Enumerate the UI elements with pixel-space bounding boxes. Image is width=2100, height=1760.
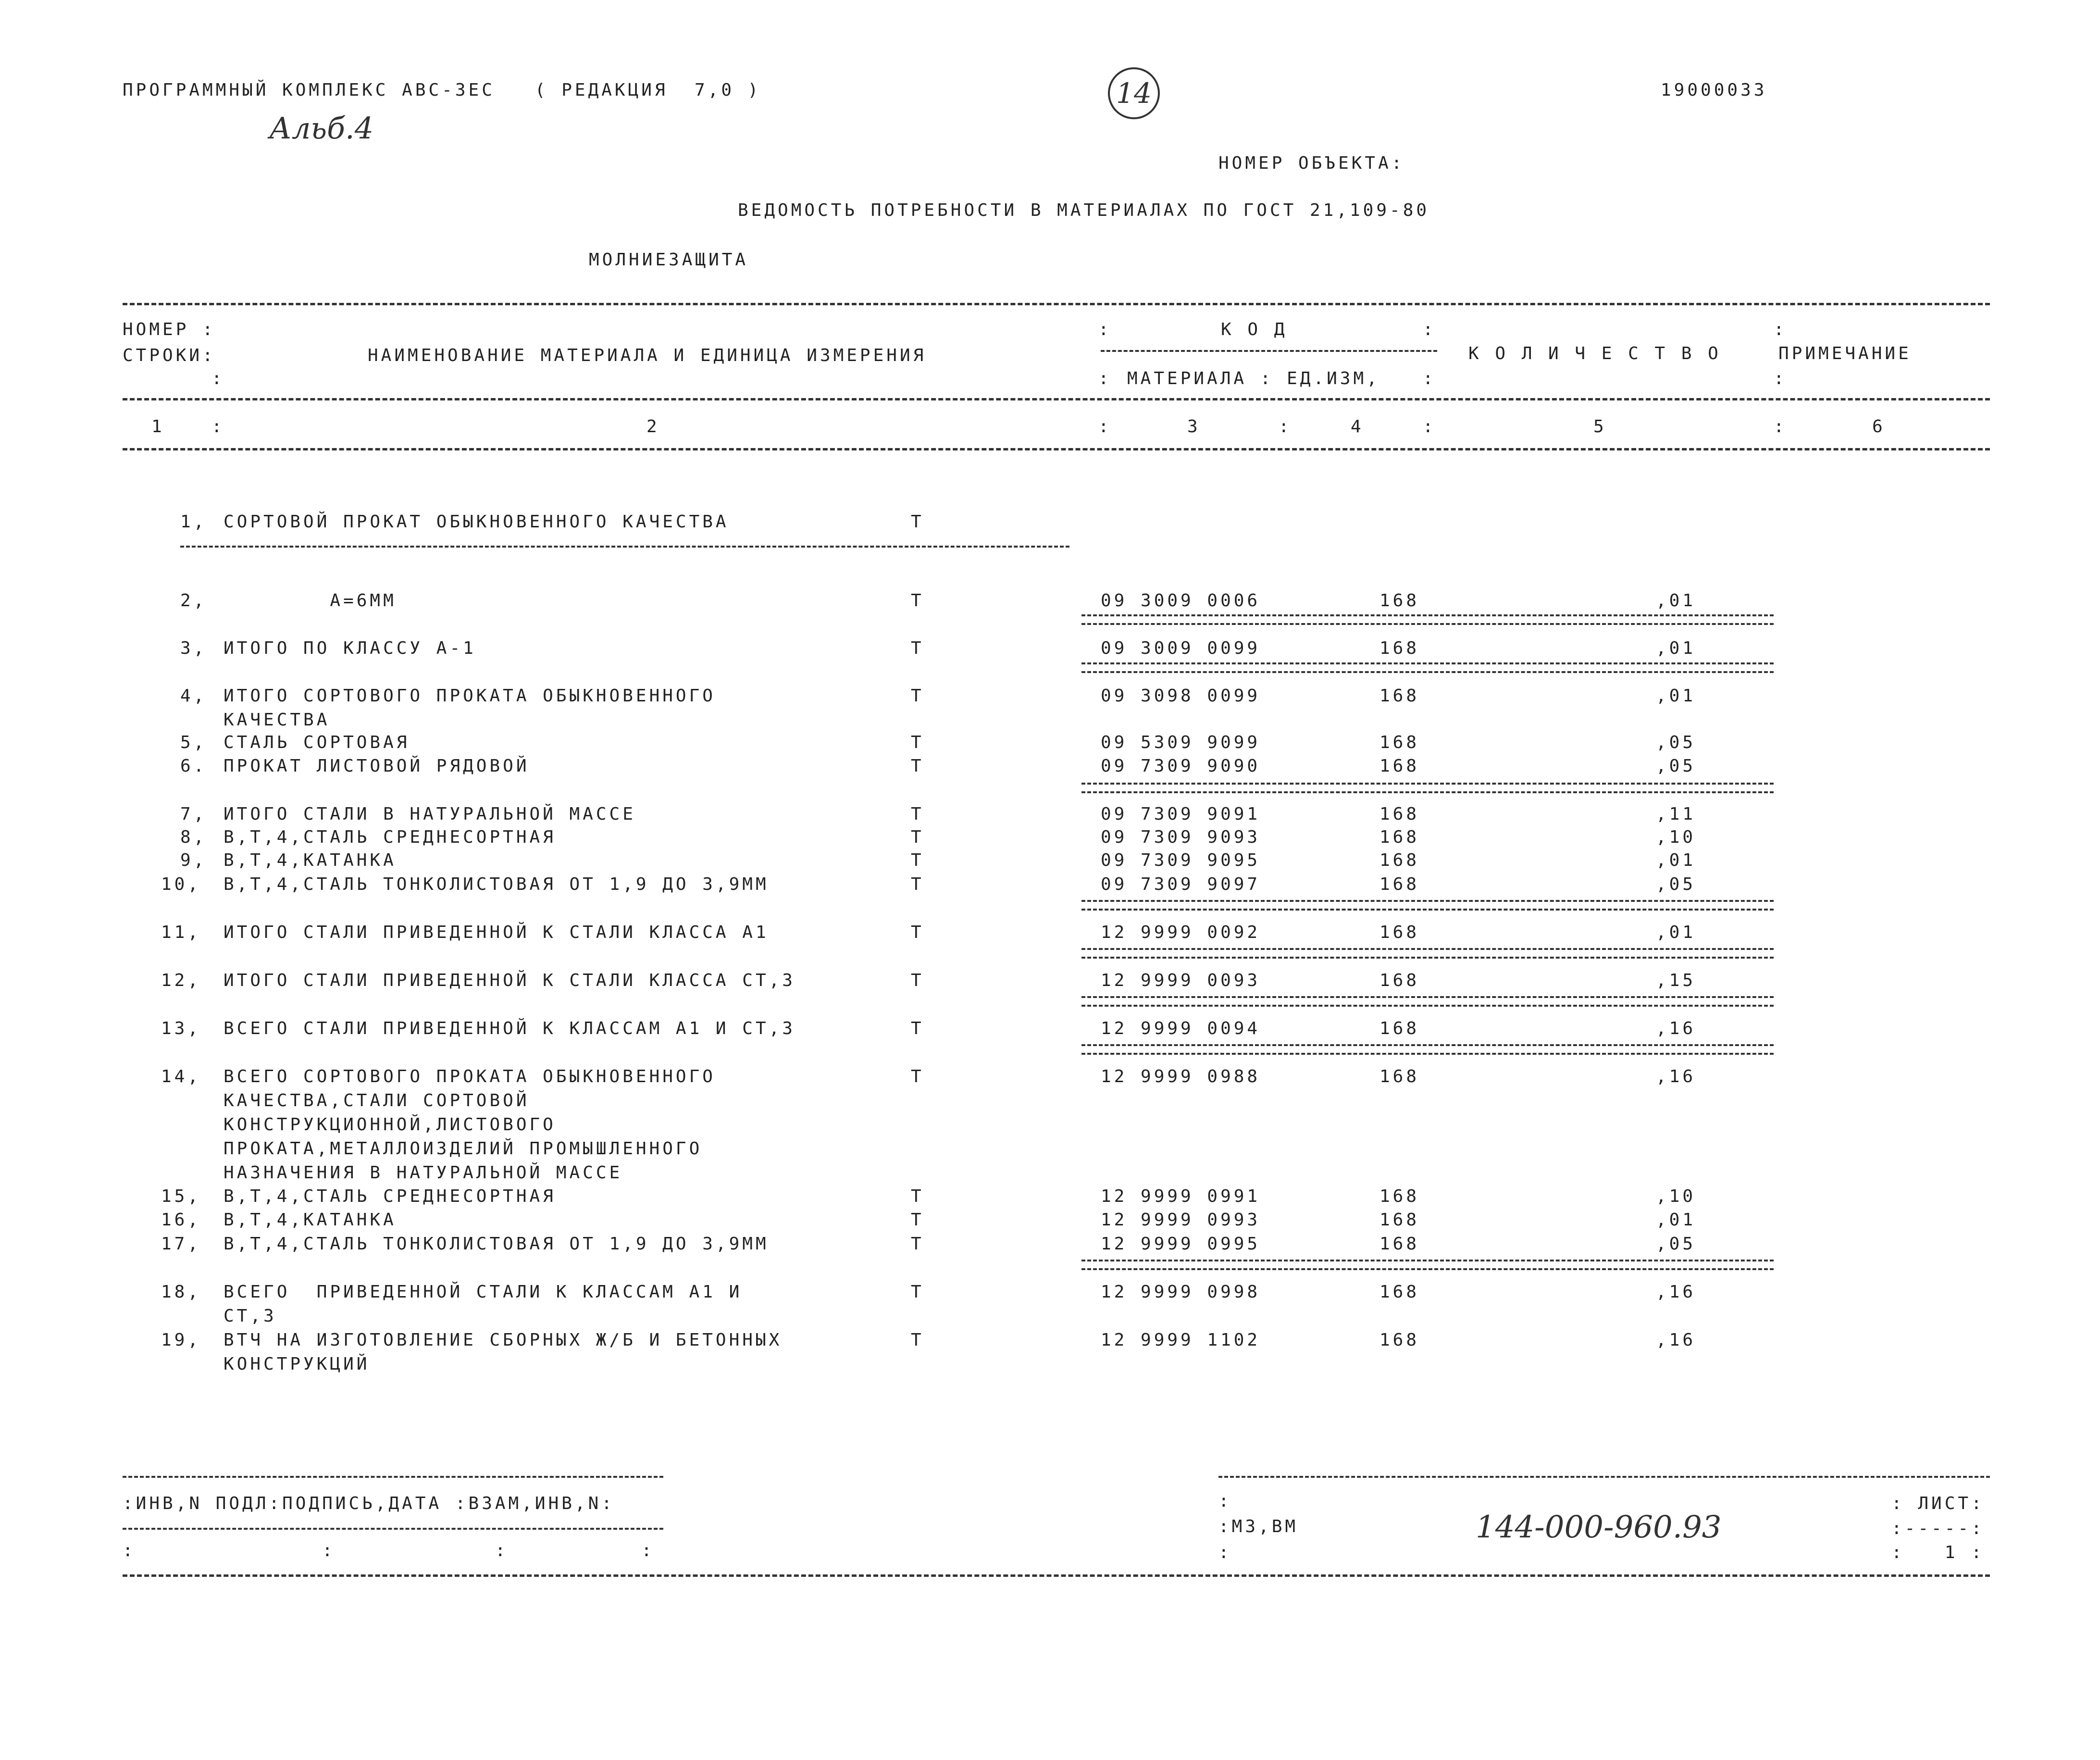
col-row-number-2: СТРОКИ:	[123, 346, 216, 365]
row-unit-code: 168	[1379, 756, 1420, 776]
row-material-name-cont: КАЧЕСТВА,СТАЛИ СОРТОВОЙ	[224, 1091, 530, 1111]
row-number: 17,	[161, 1234, 201, 1254]
col-sep: :	[211, 369, 225, 388]
row-material-code: 09 3009 0099	[1101, 638, 1261, 658]
header-bottom-rule	[123, 448, 1990, 450]
row-unit-code: 168	[1379, 923, 1420, 942]
row-unit: Т	[911, 1234, 924, 1254]
row-unit-code: 168	[1379, 733, 1420, 752]
row-unit-code: 168	[1379, 804, 1420, 824]
row-material-name: СОРТОВОЙ ПРОКАТ ОБЫКНОВЕННОГО КАЧЕСТВА	[224, 512, 729, 532]
row-material-code: 12 9999 0995	[1101, 1234, 1261, 1254]
row-unit: Т	[911, 1210, 924, 1230]
row-unit-code: 168	[1379, 874, 1420, 894]
col-note-sep: :	[1774, 320, 1787, 339]
col-num-sep-1: :	[211, 417, 225, 437]
subtotal-separator	[1081, 1260, 1774, 1270]
stamp-right-sep-b: :	[1218, 1543, 1232, 1562]
row-quantity: ,10	[1656, 1186, 1696, 1206]
row-unit-code: 168	[1379, 850, 1420, 870]
row-material-name: ВСЕГО СТАЛИ ПРИВЕДЕННОЙ К КЛАССАМ А1 И СТ,3	[224, 1019, 795, 1038]
row-unit: Т	[911, 850, 924, 870]
row-material-code: 09 7309 9097	[1101, 874, 1261, 894]
subtotal-separator	[1081, 1044, 1774, 1055]
row-quantity: ,16	[1656, 1067, 1696, 1086]
col-num-2: 2	[646, 417, 660, 437]
row-material-code: 09 7309 9093	[1101, 827, 1261, 847]
row-unit-code: 168	[1379, 1210, 1420, 1230]
header-top-rule	[123, 303, 1990, 305]
row-number: 19,	[161, 1330, 201, 1350]
section-underline	[180, 546, 1069, 548]
row-quantity: ,01	[1656, 591, 1696, 611]
row-material-name: В,Т,4,СТАЛЬ СРЕДНЕСОРТНАЯ	[224, 1186, 556, 1206]
subtotal-separator	[1081, 948, 1774, 959]
row-number: 14,	[161, 1067, 201, 1086]
row-quantity: ,01	[1656, 1210, 1696, 1230]
section-name: МОЛНИЕЗАЩИТА	[589, 250, 749, 270]
row-quantity: ,10	[1656, 827, 1696, 847]
row-number: 5,	[180, 733, 207, 752]
row-quantity: ,05	[1656, 1234, 1696, 1254]
subtotal-separator	[1081, 662, 1774, 673]
header-mid-rule	[123, 398, 1990, 400]
row-unit: Т	[911, 686, 924, 706]
row-unit-code: 168	[1379, 638, 1420, 658]
circled-page-number	[1108, 67, 1160, 119]
row-quantity: ,15	[1656, 971, 1696, 990]
row-unit-code: 168	[1379, 686, 1420, 706]
row-material-name-cont: НАЗНАЧЕНИЯ В НАТУРАЛЬНОЙ МАССЕ	[224, 1163, 623, 1183]
row-material-name: ИТОГО СТАЛИ ПРИВЕДЕННОЙ К СТАЛИ КЛАССА СТ,3	[224, 971, 795, 990]
col-num-sep-3: :	[1279, 417, 1292, 437]
code-divider-rule	[1101, 350, 1437, 352]
row-unit-code: 168	[1379, 827, 1420, 847]
row-number: 15,	[161, 1186, 201, 1206]
col-num-4: 4	[1351, 417, 1364, 437]
row-unit-code: 168	[1379, 1019, 1420, 1038]
row-number: 10,	[161, 874, 201, 894]
row-number: 2,	[180, 591, 207, 611]
col-num-1: 1	[151, 417, 165, 437]
row-material-code: 12 9999 0991	[1101, 1186, 1261, 1206]
stamp-left-mid-rule	[123, 1528, 663, 1530]
row-number: 11,	[161, 923, 201, 942]
row-material-name: ИТОГО СОРТОВОГО ПРОКАТА ОБЫКНОВЕННОГО	[224, 686, 716, 706]
sheet-number: : 1 :	[1891, 1543, 1985, 1562]
row-unit: Т	[911, 827, 924, 847]
row-unit: Т	[911, 1186, 924, 1206]
row-material-name: ВТЧ НА ИЗГОТОВЛЕНИЕ СБОРНЫХ Ж/Б И БЕТОННЫХ	[224, 1330, 783, 1350]
row-number: 9,	[180, 850, 207, 870]
col-num-5: 5	[1593, 417, 1607, 437]
row-unit: Т	[911, 1019, 924, 1038]
row-number: 7,	[180, 804, 207, 824]
subtotal-separator	[1081, 996, 1774, 1007]
subtotal-separator	[1081, 900, 1774, 911]
row-material-name: ПРОКАТ ЛИСТОВОЙ РЯДОВОЙ	[224, 756, 530, 776]
row-material-name: В,Т,4,СТАЛЬ ТОНКОЛИСТОВАЯ ОТ 1,9 ДО 3,9ММ	[224, 1234, 769, 1254]
stamp-left-row: : : : :	[123, 1541, 655, 1560]
row-number: 8,	[180, 827, 207, 847]
row-material-name-cont: КАЧЕСТВА	[224, 710, 330, 730]
row-quantity: ,05	[1656, 874, 1696, 894]
row-quantity: ,01	[1656, 850, 1696, 870]
row-quantity: ,11	[1656, 804, 1696, 824]
col-num-sep-4: :	[1423, 417, 1436, 437]
col-num-sep-2: :	[1098, 417, 1112, 437]
row-number: 1,	[180, 512, 207, 532]
row-unit-code: 168	[1379, 971, 1420, 990]
row-unit: Т	[911, 1067, 924, 1086]
row-unit: Т	[911, 733, 924, 752]
row-number: 6.	[180, 756, 207, 776]
document-code: 19000033	[1661, 80, 1767, 100]
row-material-name: ИТОГО СТАЛИ В НАТУРАЛЬНОЙ МАССЕ	[224, 804, 636, 824]
row-quantity: ,01	[1656, 686, 1696, 706]
row-material-name: ИТОГО ПО КЛАССУ А-1	[224, 638, 476, 658]
row-material-code: 09 7309 9095	[1101, 850, 1261, 870]
row-material-name: ИТОГО СТАЛИ ПРИВЕДЕННОЙ К СТАЛИ КЛАССА А1	[224, 923, 769, 942]
row-unit-code: 168	[1379, 1330, 1420, 1350]
row-material-name: СТАЛЬ СОРТОВАЯ	[224, 733, 410, 752]
row-quantity: ,05	[1656, 756, 1696, 776]
circled-page-label: 14	[1116, 77, 1152, 110]
row-material-code: 09 7309 9090	[1101, 756, 1261, 776]
row-material-name: А=6ММ	[224, 591, 397, 611]
row-quantity: ,01	[1656, 923, 1696, 942]
document-title: ВЕДОМОСТЬ ПОТРЕБНОСТИ В МАТЕРИАЛАХ ПО ГОСТ 21,109-80	[738, 200, 1430, 220]
row-material-name: В,Т,4,СТАЛЬ СРЕДНЕСОРТНАЯ	[224, 827, 556, 847]
col-note-sep-b: :	[1774, 369, 1787, 388]
row-number: 12,	[161, 971, 201, 990]
row-unit: Т	[911, 1330, 924, 1350]
row-quantity: ,05	[1656, 733, 1696, 752]
col-num-6: 6	[1872, 417, 1886, 437]
col-code-sub-sep: :	[1098, 369, 1112, 388]
row-material-code: 12 9999 1102	[1101, 1330, 1261, 1350]
col-code-sep-c: :	[1423, 369, 1436, 388]
row-material-code: 09 3009 0006	[1101, 591, 1261, 611]
row-unit-code: 168	[1379, 591, 1420, 611]
col-num-sep-5: :	[1774, 417, 1787, 437]
row-number: 3,	[180, 638, 207, 658]
subtotal-separator	[1081, 783, 1774, 793]
row-quantity: ,01	[1656, 638, 1696, 658]
row-unit: Т	[911, 804, 924, 824]
stamp-right-sep-a: :	[1218, 1491, 1232, 1511]
row-unit-code: 168	[1379, 1282, 1420, 1302]
col-code-sep-a: :	[1098, 320, 1112, 339]
row-unit: Т	[911, 971, 924, 990]
row-unit: Т	[911, 1282, 924, 1302]
row-quantity: ,16	[1656, 1019, 1696, 1038]
row-material-code: 12 9999 0093	[1101, 971, 1261, 990]
row-unit: Т	[911, 591, 924, 611]
col-code-sep-b: :	[1423, 320, 1436, 339]
stamp-left-header: :ИНВ,N ПОДЛ:ПОДПИСЬ,ДАТА :ВЗАМ,ИНВ,N:	[123, 1494, 615, 1513]
row-number: 18,	[161, 1282, 201, 1302]
col-name-header: НАИМЕНОВАНИЕ МАТЕРИАЛА И ЕДИНИЦА ИЗМЕРЕНИЯ	[368, 346, 927, 365]
row-material-code: 12 9999 0094	[1101, 1019, 1261, 1038]
document-designation: 144-000-960.93	[1476, 1510, 1722, 1545]
row-material-code: 09 7309 9091	[1101, 804, 1261, 824]
row-material-code: 09 3098 0099	[1101, 686, 1261, 706]
sheet-label: : ЛИСТ:	[1891, 1494, 1985, 1513]
stamp-right-top-rule	[1218, 1476, 1990, 1478]
row-number: 13,	[161, 1019, 201, 1038]
handwritten-album-note: Альб.4	[269, 111, 374, 146]
col-code-header: К О Д	[1221, 320, 1288, 339]
row-material-name-cont: СТ,3	[224, 1306, 277, 1326]
footer-bottom-rule	[123, 1574, 1990, 1577]
row-material-name: В,Т,4,КАТАНКА	[224, 850, 397, 870]
program-header: ПРОГРАММНЫЙ КОМПЛЕКС АВС-3ЕС ( РЕДАКЦИЯ 7,0 )	[123, 80, 761, 100]
subtotal-separator	[1081, 614, 1774, 625]
row-unit: Т	[911, 874, 924, 894]
col-quantity-header: К О Л И Ч Е С Т В О	[1468, 344, 1721, 363]
row-unit-code: 168	[1379, 1186, 1420, 1206]
row-material-code: 12 9999 0092	[1101, 923, 1261, 942]
row-number: 16,	[161, 1210, 201, 1230]
row-material-name-cont: ПРОКАТА,МЕТАЛЛОИЗДЕЛИЙ ПРОМЫШЛЕННОГО	[224, 1139, 703, 1159]
row-quantity: ,16	[1656, 1330, 1696, 1350]
row-unit: Т	[911, 756, 924, 776]
row-unit-code: 168	[1379, 1234, 1420, 1254]
col-row-number-1: НОМЕР :	[123, 320, 216, 339]
row-material-name: В,Т,4,СТАЛЬ ТОНКОЛИСТОВАЯ ОТ 1,9 ДО 3,9ММ	[224, 874, 769, 894]
row-material-code: 12 9999 0993	[1101, 1210, 1261, 1230]
row-unit: Т	[911, 923, 924, 942]
row-number: 4,	[180, 686, 207, 706]
stamp-left-top-rule	[123, 1476, 663, 1478]
row-material-name-cont: КОНСТРУКЦИЙ	[224, 1354, 370, 1374]
row-material-name: ВСЕГО ПРИВЕДЕННОЙ СТАЛИ К КЛАССАМ А1 И	[224, 1282, 743, 1302]
col-code-material-header: МАТЕРИАЛА : ЕД.ИЗМ,	[1127, 369, 1380, 388]
row-unit: Т	[911, 638, 924, 658]
row-unit-code: 168	[1379, 1067, 1420, 1086]
stamp-mark: :МЗ,ВМ	[1218, 1517, 1299, 1536]
object-number-label: НОМЕР ОБЪЕКТА:	[1218, 153, 1405, 173]
row-unit: Т	[911, 512, 924, 532]
row-material-code: 09 5309 9099	[1101, 733, 1261, 752]
sheet-separator: :-----:	[1891, 1519, 1985, 1538]
row-quantity: ,16	[1656, 1282, 1696, 1302]
row-material-code: 12 9999 0988	[1101, 1067, 1261, 1086]
col-note-header: ПРИМЕЧАНИЕ	[1778, 344, 1912, 363]
row-material-name-cont: КОНСТРУКЦИОННОЙ,ЛИСТОВОГО	[224, 1115, 556, 1135]
col-num-3: 3	[1187, 417, 1201, 437]
row-material-name: ВСЕГО СОРТОВОГО ПРОКАТА ОБЫКНОВЕННОГО	[224, 1067, 716, 1086]
row-material-name: В,Т,4,КАТАНКА	[224, 1210, 397, 1230]
row-material-code: 12 9999 0998	[1101, 1282, 1261, 1302]
